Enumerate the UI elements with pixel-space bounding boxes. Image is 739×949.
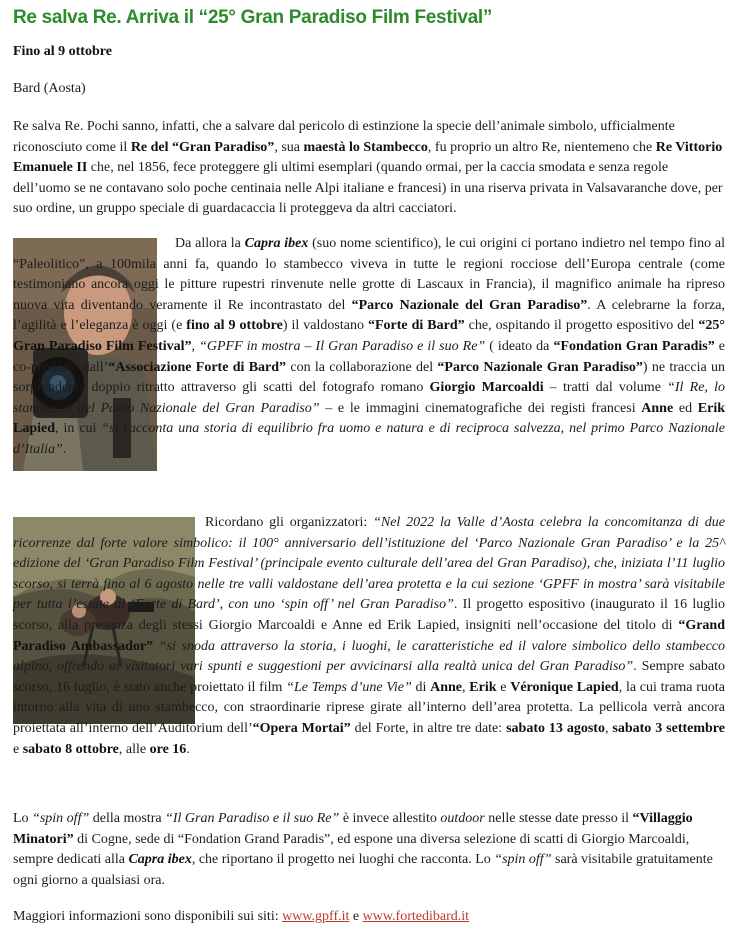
subtitle: Fino al 9 ottobre — [13, 44, 112, 59]
paragraph-info: Maggiori informazioni sono disponibili sui siti: www.gpff.it e www.fortedibard.it — [13, 909, 470, 924]
paragraph-organizers: Ricordano gli organizzatori: “Nel 2022 la Valle d’Aosta celebra la concomitanza di due ricorrenze dal forte valore simbolico: il 100° anniversario dell’istituzione del ‘Parco Nazionale Gran Paradiso’ e la 25^ edizione del ‘Gran Paradiso Film Festival’ (principale evento culturale dell’area del Gran Paradiso), che, iniziata l’11 luglio scorso, si terrà fino al 6 agosto nelle tre valli valdostane dell’area protetta e la cui sezione ‘GPFF in mostra’ sarà visitabile per tutta l’estate al ‘Forte di Bard’, con uno ‘spin off’ nel Gran Paradiso”. Il progetto espositivo (inaugurato il 16 luglio scorso, alla presenza degli stessi Giorgio Marcoaldi e Anne ed Erik Lapied, insigniti nell’occasione del titolo di “Grand Paradiso Ambassador” “si snoda attraverso la storia, i luoghi, le caratteristiche ed il valore simbolico dello stambecco alpino, offrendo ai visitatori vari spunti e suggestioni per avvicinarsi alla realtà unica del Gran Paradiso”. Sempre sabato scorso, 16 luglio, è stato anche proiettato il film “Le Temps d’une Vie” di Anne, Erik e Véronique Lapied, la cui trama ruota intorno alla vita di uno stambecco, con straordinarie riprese girate all’interno dell’area protetta. La pellicola verrà ancora proiettata all’interno dell’Auditorium dell’“Opera Mortai” del Forte, in altre tre date: sabato 13 agosto, sabato 3 settembre e sabato 8 ottobre, alle ore 16. — [13, 515, 726, 757]
page-title: Re salva Re. Arriva il “25° Gran Paradiso Film Festival” — [13, 7, 493, 28]
paragraph-intro: Re salva Re. Pochi sanno, infatti, che a salvare dal pericolo di estinzione la specie dell’animale simbolo, ufficialmente riconosciuto come il Re del “Gran Paradiso”, sua maestà lo Stambecco, fu proprio un altro Re, nientemeno che Re Vittorio Emanuele II che, nel 1856, fece proteggere gli ultimi esemplari (quando ormai, per la caccia smodata e senza regole dell’uomo se ne contavano solo poche centinaia nelle Alpi italiane e francesi) in una riserva privata in Valsavaranche dove, per suo ordine, un gruppo speciale di guardacaccia li proteggeva da altri cacciatori. — [13, 119, 723, 217]
paragraph-spin-off: Lo “spin off” della mostra “Il Gran Paradiso e il suo Re” è invece allestito outdoor nelle stesse date presso il “Villaggio Minatori” di Cogne, sede di “Fondation Grand Paradis”, ed espone una diversa selezione di scatti di Giorgio Marcoaldi, sempre dedicati alla Capra ibex, che riportano il progetto nei luoghi che racconta. Lo “spin off” sarà visitabile gratuitamente ogni giorno a qualsiasi ora. — [13, 811, 713, 888]
location: Bard (Aosta) — [13, 81, 86, 96]
fortedibard-link[interactable]: www.fortedibard.it — [362, 909, 470, 924]
paragraph-exhibition: Da allora la Capra ibex (suo nome scientifico), le cui origini ci portano indietro nel tempo fino al “Paleolitico”, a 100mila anni fa, quando lo stambecco viveva in tutte le regioni rocciose dell’Europa centrale (come testimoniano ancora oggi le pitture rupestri rinvenute nelle grotte di Lascaux in Francia), il magnifico animale ha ripreso nuova vita diventando veramente il Re incontrastato del “Parco Nazionale del Gran Paradiso”. A celebrarne la forza, l’agilità e l’eleganza è oggi (e fino al 9 ottobre) il valdostano “Forte di Bard” che, ospitando il progetto espositivo del “25° Gran Paradiso Film Festival”, “GPFF in mostra – Il Gran Paradiso e il suo Re” ( ideato da “Fondation Gran Paradis” e co-prodotto dall’“Associazione Forte di Bard” con la collaborazione del “Parco Nazionale Gran Paradiso”) ne traccia un sorprendente doppio ritratto attraverso gli scatti del fotografo romano Giorgio Marcoaldi – tratti dal volume “Il Re, lo stambecco del Parco Nazionale del Gran Paradiso” – e le immagini cinematografiche dei registi francesi Anne ed Erik Lapied, in cui “si racconta una storia di equilibrio fra uomo e natura e di reciproca salvezza, nel primo Parco Nazionale d’Italia”. — [13, 236, 726, 457]
gpff-link[interactable]: www.gpff.it — [282, 909, 350, 924]
